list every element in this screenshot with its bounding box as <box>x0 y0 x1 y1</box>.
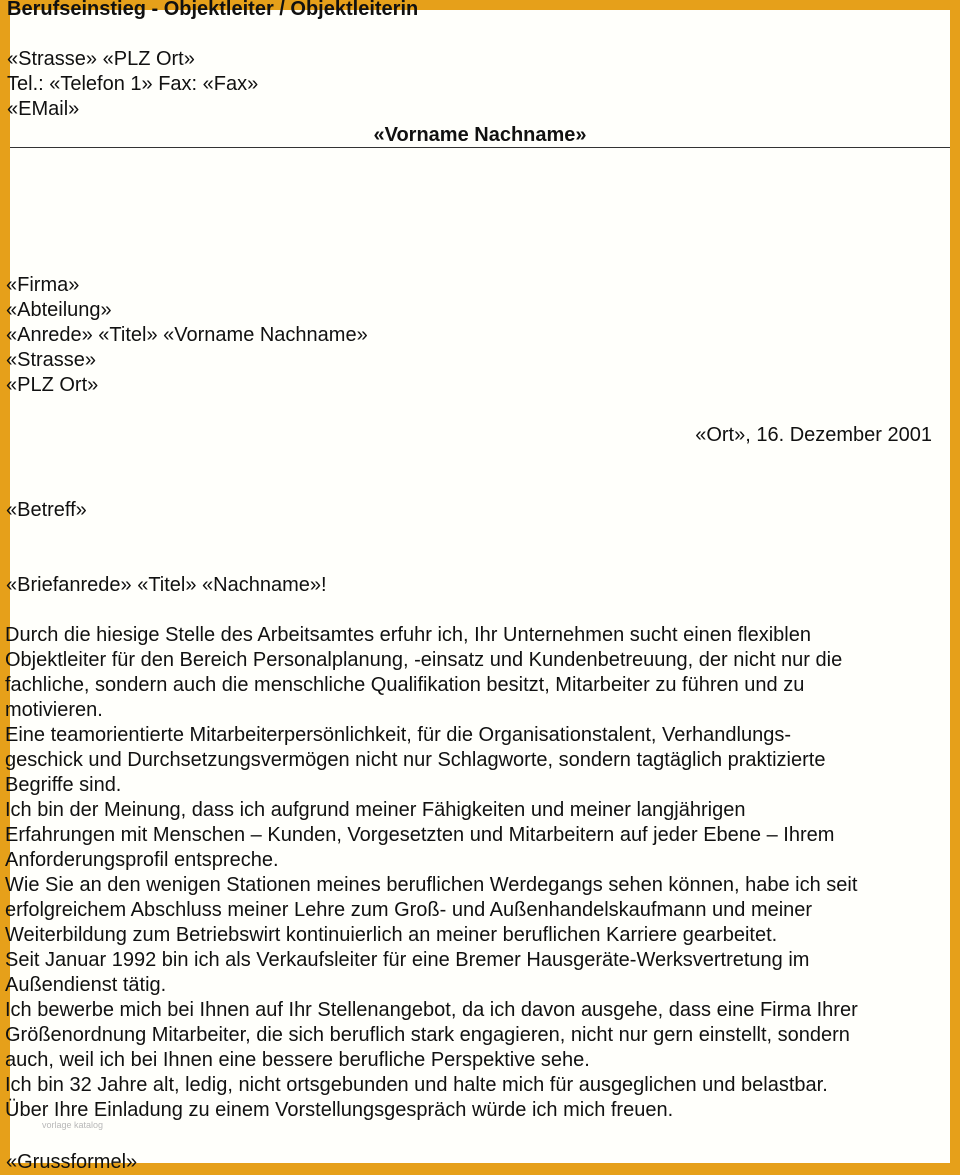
subject-line: «Betreff» <box>6 499 87 521</box>
greeting-line: «Briefanrede» «Titel» «Nachname»! <box>6 574 327 596</box>
body-line: fachliche, sondern auch die menschliche Qualifikation besitzt, Mitarbeiter zu führen und zu <box>5 674 805 696</box>
body-line: Ich bin der Meinung, dass ich aufgrund meiner Fähigkeiten und meiner langjährigen <box>5 799 746 821</box>
header-divider <box>10 147 950 148</box>
recipient-department: «Abteilung» <box>6 299 112 321</box>
body-line: Anforderungsprofil entspreche. <box>5 849 279 871</box>
body-line: motivieren. <box>5 699 103 721</box>
body-line: Begriffe sind. <box>5 774 122 796</box>
body-line: Ich bewerbe mich bei Ihnen auf Ihr Stellenangebot, da ich davon ausgehe, dass eine Firma Ihrer <box>5 999 858 1021</box>
sender-name: «Vorname Nachname» <box>373 124 587 146</box>
body-line: geschick und Durchsetzungsvermögen nicht nur Schlagworte, sondern tagtäglich praktizierte <box>5 749 826 771</box>
sender-address: «Strasse» «PLZ Ort» <box>7 48 195 70</box>
body-line: Wie Sie an den wenigen Stationen meines beruflichen Werdegangs sehen können, habe ich seit <box>5 874 858 896</box>
sender-phone-fax: Tel.: «Telefon 1» Fax: «Fax» <box>7 73 259 95</box>
body-line: Über Ihre Einladung zu einem Vorstellungsgespräch würde ich mich freuen. <box>5 1099 674 1121</box>
body-line: auch, weil ich bei Ihnen eine bessere berufliche Perspektive sehe. <box>5 1049 590 1071</box>
body-line: Größenordnung Mitarbeiter, die sich beruflich stark engagieren, nicht nur gern einstellt, sondern <box>5 1024 850 1046</box>
date-line: «Ort», 16. Dezember 2001 <box>695 424 932 446</box>
body-line: Erfahrungen mit Menschen – Kunden, Vorgesetzten und Mitarbeitern auf jeder Ebene – Ihrem <box>5 824 835 846</box>
body-line: Ich bin 32 Jahre alt, ledig, nicht ortsgebunden und halte mich für ausgeglichen und belastbar. <box>5 1074 828 1096</box>
recipient-city: «PLZ Ort» <box>6 374 99 396</box>
closing-line: «Grussformel» <box>6 1151 138 1173</box>
letter-page <box>5 0 950 1173</box>
body-line: Seit Januar 1992 bin ich als Verkaufsleiter für eine Bremer Hausgeräte-Werksvertretung im <box>5 949 810 971</box>
recipient-name: «Anrede» «Titel» «Vorname Nachname» <box>6 324 368 346</box>
body-line: Außendienst tätig. <box>5 974 167 996</box>
body-line: Durch die hiesige Stelle des Arbeitsamtes erfuhr ich, Ihr Unternehmen sucht einen flexiblen <box>5 624 811 646</box>
header-title: Berufseinstieg - Objektleiter / Objektleiterin <box>7 0 419 20</box>
body-line: Eine teamorientierte Mitarbeiterpersönlichkeit, für die Organisationstalent, Verhandlungs- <box>5 724 791 746</box>
body-line: Objektleiter für den Bereich Personalplanung, -einsatz und Kundenbetreuung, der nicht nur die <box>5 649 843 671</box>
recipient-street: «Strasse» <box>6 349 97 371</box>
watermark: vorlage katalog <box>42 1120 104 1130</box>
body-line: Weiterbildung zum Betriebswirt kontinuierlich an meiner beruflichen Karriere gearbeitet. <box>5 924 778 946</box>
sender-email: «EMail» <box>7 98 80 120</box>
recipient-company: «Firma» <box>6 274 80 296</box>
body-line: erfolgreichem Abschluss meiner Lehre zum Groß- und Außenhandelskaufmann und meiner <box>5 899 813 921</box>
